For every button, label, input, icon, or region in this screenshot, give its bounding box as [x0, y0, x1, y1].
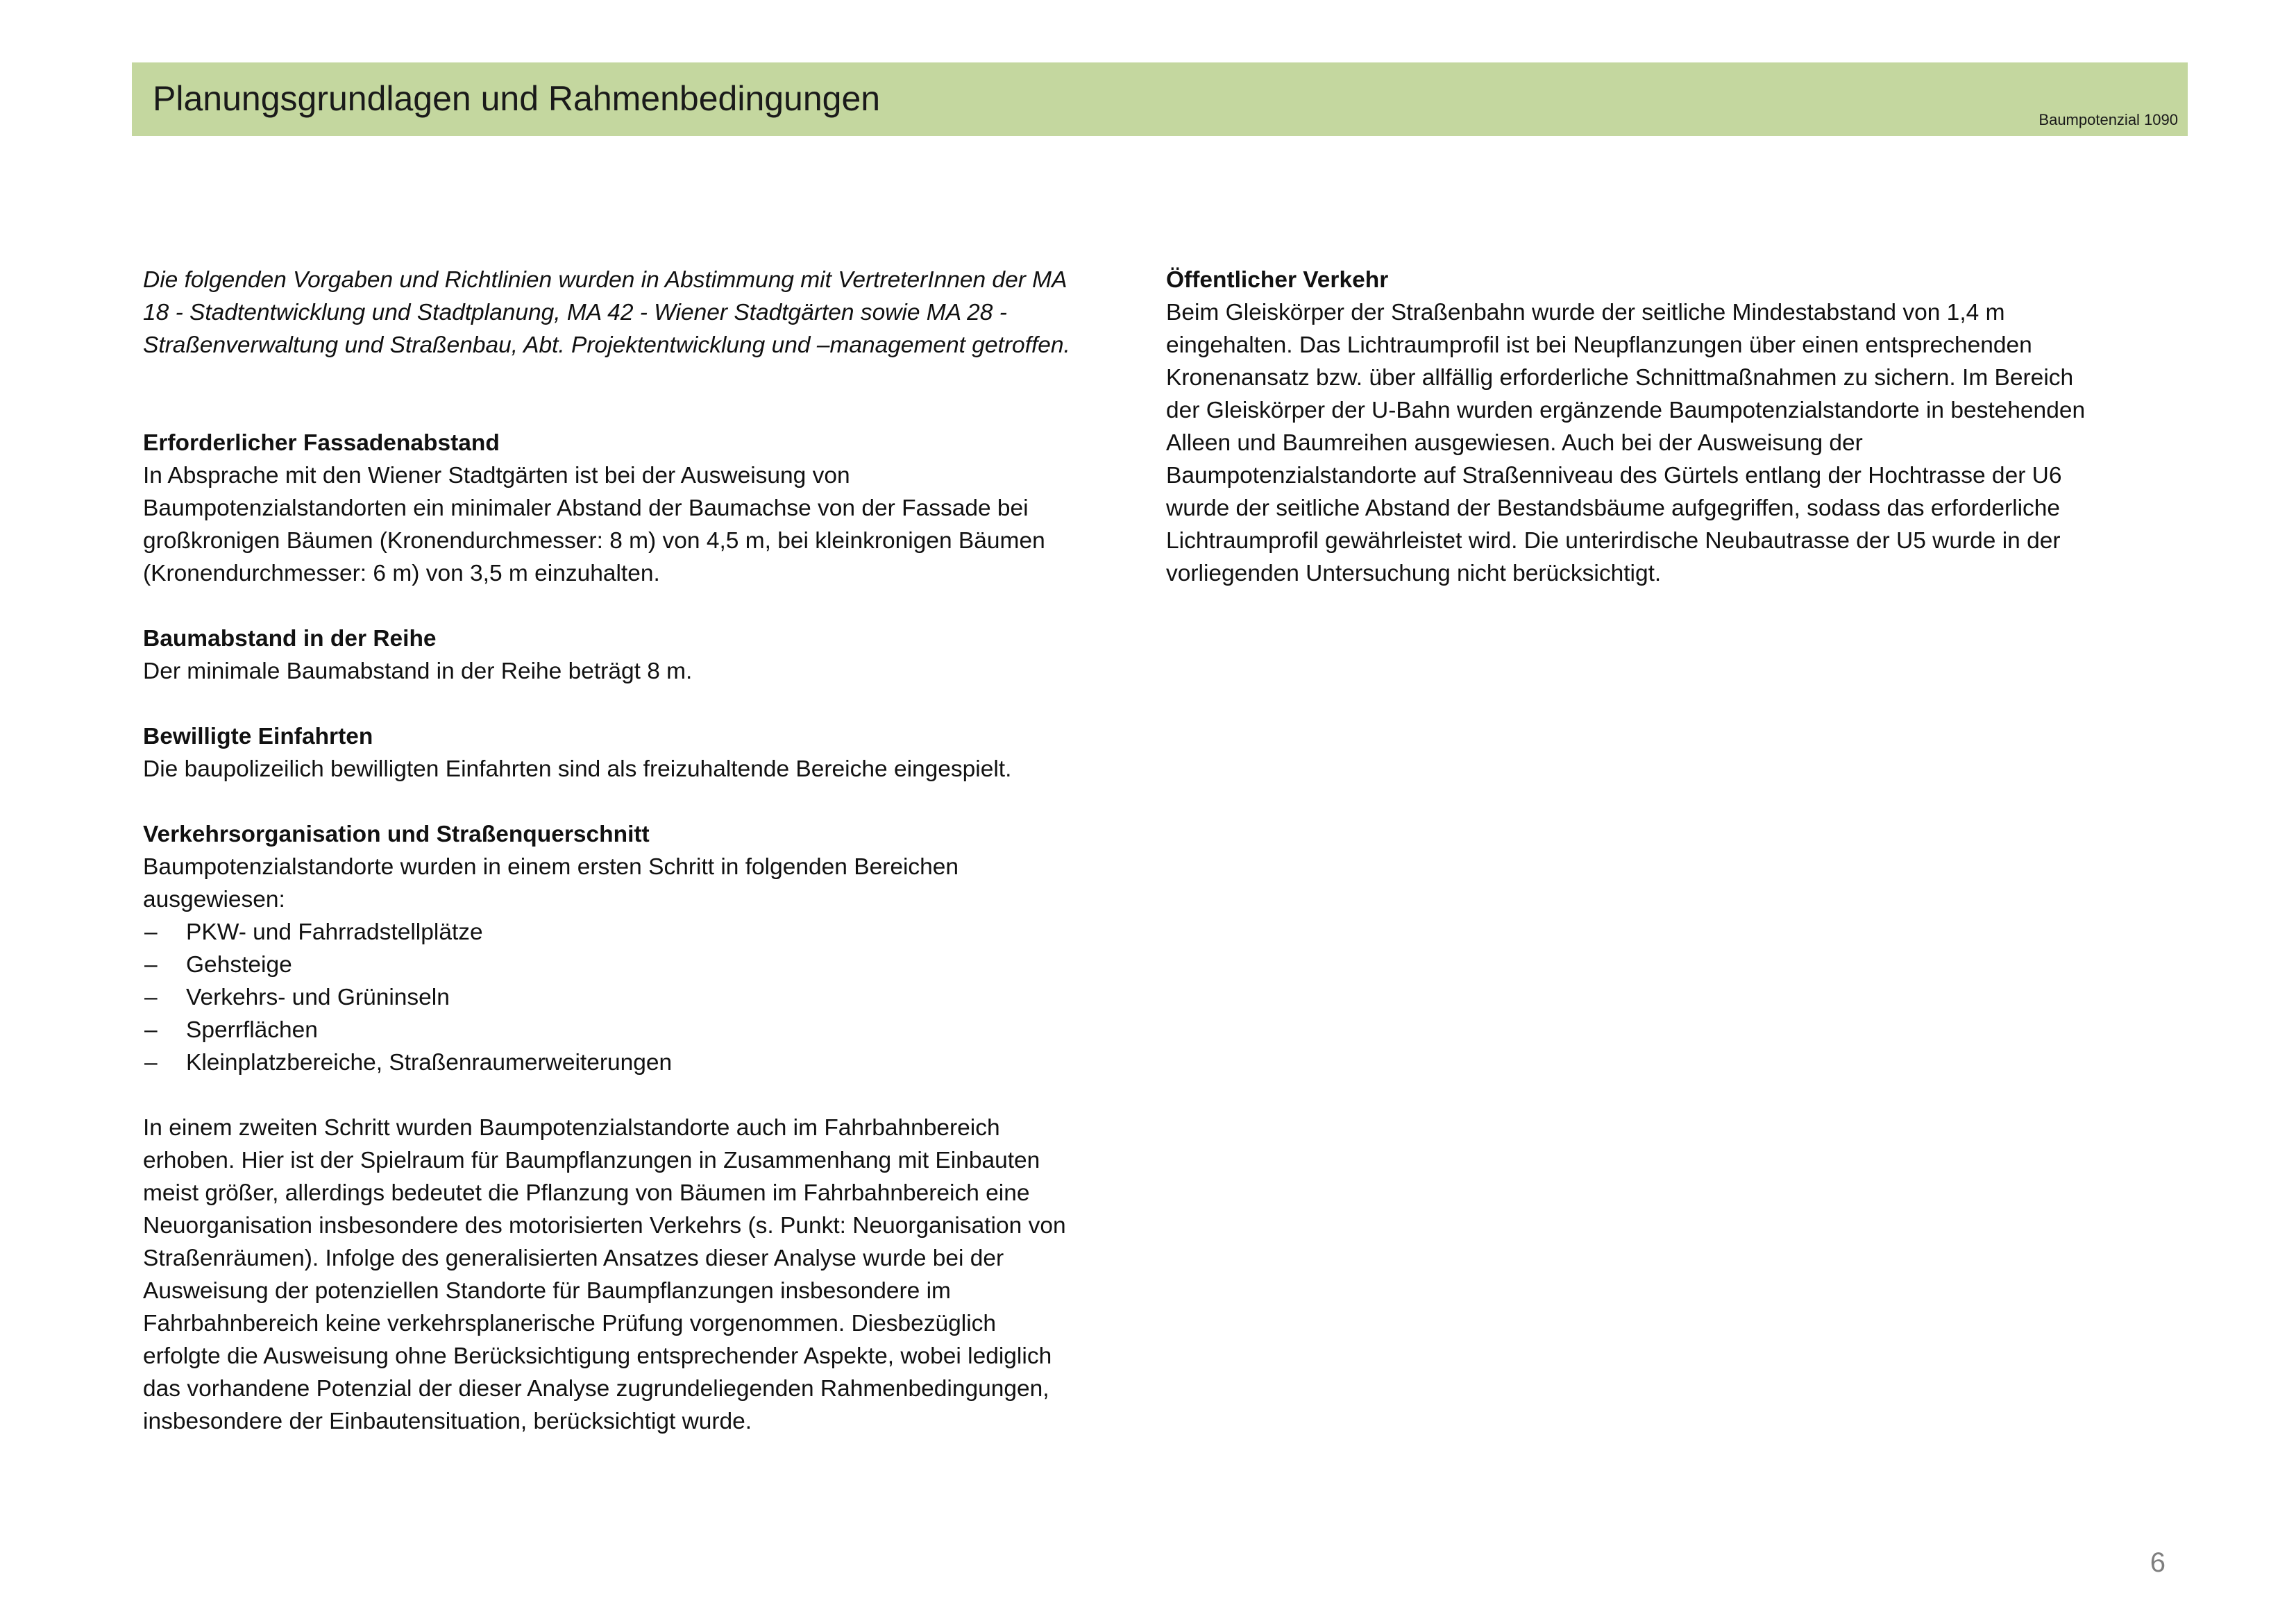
section-oeffentlicher-verkehr	[1166, 264, 2110, 590]
section-body: In Absprache mit den Wiener Stadtgärten ist bei der Ausweisung von Baumpotenzialstandorten ein minimaler Abstand der Baumachse von der Fassade bei großkronigen Bäumen (Kronendurchmesser: 8 m) von 4,5 m, bei kleinkronigen Bäumen (Kronendurchmesser: 6 m) von 3,5 m einzuhalten.	[143, 463, 1045, 586]
section-title: Öffentlicher Verkehr	[1166, 267, 1389, 293]
section-title: Verkehrsorganisation und Straßenquerschnitt	[143, 822, 650, 847]
section-verkehrsorganisation	[143, 818, 1080, 1438]
dash-bullet: –	[144, 1050, 158, 1076]
area-list	[143, 916, 1080, 1079]
section-body: Die baupolizeilich bewilligten Einfahrten sind als freizuhaltende Bereiche eingespielt.	[143, 756, 1012, 782]
section-body: Beim Gleiskörper der Straßenbahn wurde der seitliche Mindestabstand von 1,4 m eingehalten. Das Lichtraumprofil ist bei Neupflanzungen über einen entsprechenden Kronenansatz bzw. über allfällig erforderliche Schnittmaßnahmen zu sichern. Im Bereich der Gleiskörper der U-Bahn wurden ergänzende Baumpotenzialstandorte in bestehenden Alleen und Baumreihen ausgewiesen. Auch bei der Ausweisung der Baumpotenzialstandorte auf Straßenniveau des Gürtels entlang der Hochtrasse der U6 wurde der seitliche Abstand der Bestandsbäume aufgegriffen, sodass das erforderliche Lichtraumprofil gewährleistet wird. Die unterirdische Neubautrasse der U5 wurde in der vorliegenden Untersuchung nicht berücksichtigt.	[1166, 300, 2086, 586]
list-item	[143, 916, 1080, 949]
right-column	[1166, 264, 2110, 622]
dash-bullet: –	[144, 1017, 158, 1043]
section-body: Der minimale Baumabstand in der Reihe beträgt 8 m.	[143, 658, 693, 684]
page-title: Planungsgrundlagen und Rahmenbedingungen	[153, 79, 881, 118]
dash-bullet: –	[144, 952, 158, 978]
dash-bullet: –	[144, 985, 158, 1010]
section-body: Baumpotenzialstandorte wurden in einem ersten Schritt in folgenden Bereichen ausgewiesen:	[143, 854, 959, 912]
list-item-text: Kleinplatzbereiche, Straßenraumerweiterungen	[186, 1050, 673, 1076]
header-bar	[132, 62, 2188, 136]
section-einfahrten	[143, 720, 1080, 785]
list-item	[143, 949, 1080, 981]
list-item-text: PKW- und Fahrradstellplätze	[186, 919, 483, 945]
section-baumabstand	[143, 622, 1080, 688]
list-item-text: Sperrflächen	[186, 1017, 318, 1043]
list-item-text: Verkehrs- und Grüninseln	[186, 985, 450, 1010]
list-item	[143, 1046, 1080, 1079]
intro-text: Die folgenden Vorgaben und Richtlinien wurden in Abstimmung mit VertreterInnen der MA 18 - Stadtentwicklung und Stadtplanung, MA 42 - Wiener Stadtgärten sowie MA 28 - Straßenverwaltung und Straßenbau, Abt. Projektentwicklung und –management getroffen.	[143, 267, 1070, 358]
section-body-continued: In einem zweiten Schritt wurden Baumpotenzialstandorte auch im Fahrbahnbereich erhoben. Hier ist der Spielraum für Baumpflanzungen in Zusammenhang mit Einbauten meist größer, allerdings bedeutet die Pflanzung von Bäumen im Fahrbahnbereich eine Neuorganisation insbesondere des motorisierten Verkehrs (s. Punkt: Neuorganisation von Straßenräumen). Infolge des generalisierten Ansatzes dieser Analyse wurde bei der Ausweisung der potenziellen Standorte für Baumpflanzungen insbesondere im Fahrbahnbereich keine verkehrsplanerische Prüfung vorgenommen. Diesbezüglich erfolgte die Ausweisung ohne Berücksichtigung entsprechender Aspekte, wobei lediglich das vorhandene Potenzial der dieser Analyse zugrundeliegenden Rahmenbedingungen, insbesondere der Einbautensituation, berücksichtigt wurde.	[143, 1115, 1066, 1434]
document-label: Baumpotenzial 1090	[2038, 111, 2178, 128]
dash-bullet: –	[144, 919, 158, 945]
section-title: Baumabstand in der Reihe	[143, 626, 437, 652]
list-item	[143, 981, 1080, 1014]
page-number: 6	[2150, 1547, 2166, 1578]
left-column	[143, 264, 1080, 1470]
section-fassadenabstand	[143, 427, 1080, 590]
section-title: Erforderlicher Fassadenabstand	[143, 430, 500, 456]
section-title: Bewilligte Einfahrten	[143, 724, 373, 749]
list-item-text: Gehsteige	[186, 952, 292, 978]
list-item	[143, 1014, 1080, 1046]
